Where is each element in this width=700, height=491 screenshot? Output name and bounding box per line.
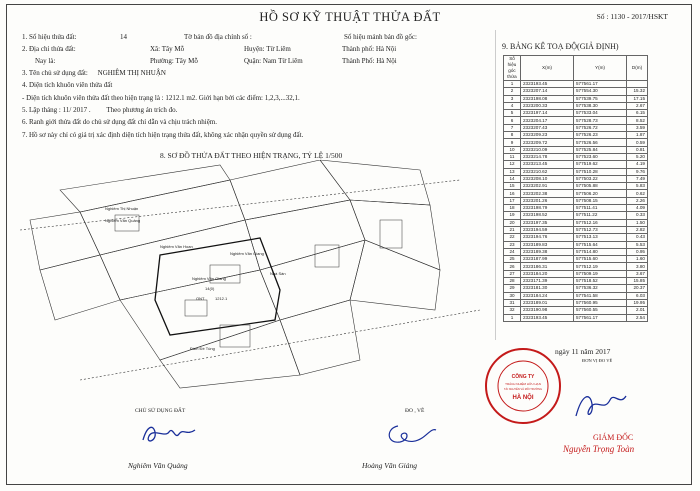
coord-point: 21 (504, 226, 521, 233)
table-row (504, 146, 648, 153)
coord-x: 2323193.45 (521, 81, 574, 88)
cadastral-map (20, 160, 488, 390)
coord-y: 577513.13 (574, 234, 627, 241)
table-row (504, 183, 648, 190)
coord-point: 29 (504, 285, 521, 292)
coord-point: 11 (504, 153, 521, 160)
coord-d: 15.32 (627, 88, 648, 95)
surveyor-signature-label: ĐO , VẼ (405, 408, 425, 414)
coord-point: 3 (504, 95, 521, 102)
table-row (504, 314, 648, 321)
coord-d: 6.03 (627, 292, 648, 299)
map-neighbor-lot (230, 160, 350, 220)
coord-y: 577514.80 (574, 248, 627, 255)
coord-point: 31 (504, 299, 521, 306)
coord-point: 12 (504, 161, 521, 168)
coord-d: 5.83 (627, 183, 648, 190)
coord-x: 2323197.35 (521, 219, 574, 226)
company-seal (483, 346, 563, 426)
coord-x: 2323209.72 (521, 139, 574, 146)
coord-y: 577506.20 (574, 190, 627, 197)
coord-d: 20.37 (627, 285, 648, 292)
table-row (504, 263, 648, 270)
coord-point: 10 (504, 146, 521, 153)
parcel-number: 14(0) (205, 286, 215, 291)
table-row (504, 102, 648, 109)
table-row (504, 299, 648, 306)
table-row (504, 234, 648, 241)
coord-point: 15 (504, 183, 521, 190)
coord-y: 577525.84 (574, 146, 627, 153)
survey-unit-mark: ĐƠN VỊ ĐO VẼ (582, 358, 613, 363)
document-title: HỒ SƠ KỸ THUẬT THỬA ĐẤT (259, 10, 441, 24)
coord-d: 15.85 (627, 278, 648, 285)
coord-y: 577515.60 (574, 256, 627, 263)
coord-x: 2323208.10 (521, 175, 574, 182)
map-house (185, 300, 207, 316)
table-row (504, 168, 648, 175)
parcel-owner-label: Nghiêm Văn Giang (192, 276, 226, 281)
info-row-area: - Diện tích khuôn viên thửa đất theo hiện trạng là : 1212.1 m2. Giới hạn bởi các điểm: 1,2,3,...32,1. (22, 94, 300, 102)
coord-point: 16 (504, 190, 521, 197)
neighbor-owner-5: Đàm Đề Tùng (190, 346, 215, 351)
table-row (504, 197, 648, 204)
owner-signature-label: CHỦ SỬ DỤNG ĐẤT (135, 408, 186, 414)
seal-line-4: HÀ NỘI (512, 395, 534, 401)
coord-x: 2323194.59 (521, 226, 574, 233)
coord-y: 577541.58 (574, 292, 627, 299)
coord-point: 1 (504, 314, 521, 321)
coord-y: 577560.55 (574, 307, 627, 314)
table-row (504, 190, 648, 197)
coord-header-d: D(m) (627, 56, 648, 81)
table-row (504, 110, 648, 117)
coord-point: 4 (504, 102, 521, 109)
map-neighbor-lot (40, 255, 120, 320)
date-label: 5. Lập tháng : 11/ 2017 . (22, 106, 91, 114)
parcel-area: 1212.1 (215, 296, 228, 301)
coord-point: 28 (504, 278, 521, 285)
coord-d: 0.43 (627, 234, 648, 241)
owner-value: NGHIÊM THỊ NHUẬN (97, 69, 166, 77)
table-row (504, 153, 648, 160)
table-row (504, 95, 648, 102)
current-district: Quận: Nam Từ Liêm (244, 57, 303, 65)
coord-x: 2323184.20 (521, 270, 574, 277)
coord-point: 17 (504, 197, 521, 204)
parcel-number-value: 14 (120, 33, 127, 41)
coord-x: 2323204.17 (521, 117, 574, 124)
table-row (504, 205, 648, 212)
info-row-address (22, 45, 492, 53)
coord-x: 2323193.45 (521, 314, 574, 321)
coord-point: 30 (504, 292, 521, 299)
coord-point: 19 (504, 212, 521, 219)
coord-y: 577505.88 (574, 183, 627, 190)
info-row-boundary: 6. Ranh giới thửa đất do chủ sử dụng đất chỉ dẫn và chịu trách nhiệm. (22, 118, 217, 126)
table-row (504, 241, 648, 248)
info-row-date (22, 106, 177, 114)
coord-d: 4.09 (627, 205, 648, 212)
coord-d: 3.59 (627, 124, 648, 131)
coord-x: 2323210.09 (521, 146, 574, 153)
info-row-area-heading: 4. Diện tích khuôn viên thửa đất (22, 81, 113, 89)
coord-y: 577561.17 (574, 314, 627, 321)
info-row-validity: 7. Hồ sơ này chỉ có giá trị xác định diện tích hiện trạng thửa đất, không xác nhận quyền sử dụng đất. (22, 131, 304, 139)
coord-x: 2323198.52 (521, 212, 574, 219)
neighbor-owner-2: Nghiêm Văn Quảng (105, 218, 141, 223)
coord-table-header (504, 56, 648, 81)
table-row (504, 139, 648, 146)
neighbor-owner-4: Nghiêm Văn Giang (230, 251, 264, 256)
map-neighbor-lot (100, 220, 260, 300)
coord-y: 577533.04 (574, 110, 627, 117)
table-row (504, 219, 648, 226)
map-neighbor-lot (30, 212, 100, 270)
seal-line-1: CÔNG TY (511, 374, 535, 380)
coord-x: 2323213.45 (521, 161, 574, 168)
coord-x: 2323207.14 (521, 88, 574, 95)
seal-line-3: TÀI NGUYÊN VÀ MÔI TRƯỜNG (503, 388, 543, 391)
director-signature (570, 386, 630, 426)
coord-point: 23 (504, 241, 521, 248)
coord-point: 1 (504, 81, 521, 88)
current-label: Nay là: (35, 57, 56, 65)
coord-d: 5.53 (627, 241, 648, 248)
coord-x: 2323201.26 (521, 197, 574, 204)
coord-d: 6.15 (627, 110, 648, 117)
table-row (504, 248, 648, 255)
coord-y: 577526.56 (574, 139, 627, 146)
coord-point: 7 (504, 124, 521, 131)
table-row (504, 226, 648, 233)
table-row (504, 132, 648, 139)
coord-x: 2323200.33 (521, 102, 574, 109)
coord-point: 22 (504, 234, 521, 241)
coord-point: 8 (504, 132, 521, 139)
address-district: Huyện: Từ Liêm (244, 45, 291, 53)
surveyor-signature-name: Hoàng Văn Giảng (362, 461, 417, 470)
coord-y: 577508.15 (574, 197, 627, 204)
coord-x: 2323198.79 (521, 205, 574, 212)
table-row (504, 161, 648, 168)
map-neighbor-lot (320, 160, 430, 205)
coord-d: 0.62 (627, 190, 648, 197)
map-house (380, 220, 402, 248)
coord-point: 26 (504, 263, 521, 270)
coord-point: 27 (504, 270, 521, 277)
coord-d: 0.33 (627, 212, 648, 219)
coord-d: 8.52 (627, 117, 648, 124)
coord-x: 2323197.14 (521, 110, 574, 117)
seal-line-2: TRÁCH NHIỆM HỮU HẠN (505, 382, 541, 386)
map-road-line (20, 180, 460, 230)
coord-y: 577515.64 (574, 241, 627, 248)
coord-d: 17.15 (627, 95, 648, 102)
coord-table-body (504, 81, 648, 322)
neighbor-owner-6: Nhà Sàn (270, 271, 286, 276)
coord-y: 577503.22 (574, 175, 627, 182)
column-divider (495, 30, 496, 340)
coord-d: 1.60 (627, 256, 648, 263)
land-code: ONT (196, 296, 205, 301)
coord-d: 0.59 (627, 139, 648, 146)
coord-point: 2 (504, 88, 521, 95)
address-city: Thành phố: Hà Nội (342, 45, 397, 53)
coord-d: 1.87 (627, 132, 648, 139)
coord-y: 577554.30 (574, 88, 627, 95)
coord-x: 2323190.98 (521, 307, 574, 314)
coord-y: 577528.73 (574, 117, 627, 124)
coord-d: 5.20 (627, 153, 648, 160)
coord-point: 6 (504, 117, 521, 124)
coord-table (503, 55, 648, 322)
coord-table-title: 9. BẢNG KÊ TOẠ ĐỘ(GIẢ ĐỊNH) (502, 42, 619, 51)
coord-d: 2.82 (627, 226, 648, 233)
date-method: Theo phương án trích đo. (106, 106, 178, 114)
coord-y: 577536.32 (574, 285, 627, 292)
info-row-owner (22, 69, 166, 77)
map-title: 8. SƠ ĐỒ THỬA ĐẤT THEO HIỆN TRẠNG, TỶ LỆ 1/500 (160, 151, 343, 160)
coord-d: 3.80 (627, 263, 648, 270)
coord-x: 2323198.08 (521, 95, 574, 102)
coord-point: 24 (504, 248, 521, 255)
coord-header-point: Số hiệu góc thửa (504, 56, 521, 81)
coord-d: 2.67 (627, 102, 648, 109)
coord-x: 2323171.39 (521, 278, 574, 285)
coord-point: 5 (504, 110, 521, 117)
current-city: Thành Phố: Hà Nội (342, 57, 397, 65)
coord-y: 577561.17 (574, 81, 627, 88)
document-number: Số : 1130 - 2017/HSKT (596, 12, 668, 21)
coord-y: 577538.30 (574, 102, 627, 109)
coord-y: 577511.22 (574, 212, 627, 219)
address-commune: Xã: Tây Mỗ (150, 45, 185, 53)
owner-label: 3. Tên chủ sử dụng đất: (22, 69, 88, 77)
info-row-current (35, 57, 495, 65)
coord-y: 577526.23 (574, 132, 627, 139)
map-sheet-label: Tờ bản đồ địa chính số : (184, 33, 252, 41)
coord-point: 14 (504, 175, 521, 182)
coord-x: 2323189.83 (521, 241, 574, 248)
coord-d: 1.50 (627, 219, 648, 226)
table-row (504, 292, 648, 299)
table-row (504, 307, 648, 314)
coord-x: 2323210.62 (521, 168, 574, 175)
coord-x: 2323207.43 (521, 124, 574, 131)
coord-y: 577511.41 (574, 205, 627, 212)
coord-point: 13 (504, 168, 521, 175)
original-map-label: Số hiệu mảnh bản đồ gốc: (344, 33, 417, 41)
coord-x: 2323189.38 (521, 248, 574, 255)
coord-x: 2323181.30 (521, 285, 574, 292)
map-neighbor-lot (350, 240, 440, 310)
coord-y: 577526.72 (574, 124, 627, 131)
coord-d: 0.81 (627, 146, 648, 153)
coord-y: 577509.19 (574, 270, 627, 277)
coord-x: 2323214.78 (521, 153, 574, 160)
coord-y: 577510.28 (574, 168, 627, 175)
coord-x: 2323194.76 (521, 234, 574, 241)
coord-y: 577512.19 (574, 263, 627, 270)
coord-d: 2.26 (627, 197, 648, 204)
map-house (220, 325, 250, 347)
table-row (504, 270, 648, 277)
table-row (504, 256, 648, 263)
map-neighbor-lot (280, 300, 360, 375)
current-ward: Phường: Tây Mỗ (150, 57, 198, 65)
coord-x: 2323187.99 (521, 256, 574, 263)
table-row (504, 88, 648, 95)
coord-point: 20 (504, 219, 521, 226)
table-row (504, 81, 648, 88)
owner-signature-name: Nghiêm Văn Quảng (128, 461, 188, 470)
coord-x: 2323202.91 (521, 183, 574, 190)
owner-signature (135, 418, 205, 448)
table-row (504, 124, 648, 131)
coord-x: 2323189.01 (521, 299, 574, 306)
coord-x: 2323186.31 (521, 263, 574, 270)
coord-x: 2323209.23 (521, 132, 574, 139)
coord-y: 577539.75 (574, 95, 627, 102)
coord-y: 577519.62 (574, 161, 627, 168)
table-row (504, 117, 648, 124)
address-label: 2. Địa chỉ thửa đất: (22, 45, 76, 53)
parcel-number-label: 1. Số hiệu thửa đất: (22, 33, 77, 41)
info-row-parcel (22, 33, 417, 41)
coord-y: 577512.73 (574, 226, 627, 233)
table-row (504, 285, 648, 292)
coord-y: 577512.16 (574, 219, 627, 226)
coord-point: 18 (504, 205, 521, 212)
map-neighbor-lot (60, 165, 230, 212)
coord-point: 25 (504, 256, 521, 263)
coord-d: 9.76 (627, 168, 648, 175)
coord-point: 9 (504, 139, 521, 146)
table-row (504, 212, 648, 219)
coord-d: 0.95 (627, 248, 648, 255)
coord-d: 3.67 (627, 270, 648, 277)
director-name: Nguyễn Trọng Toàn (563, 444, 635, 454)
coord-d (627, 81, 648, 88)
coord-y: 577560.95 (574, 299, 627, 306)
coord-d: 2.01 (627, 307, 648, 314)
table-row (504, 278, 648, 285)
director-title: GIÁM ĐỐC (593, 433, 634, 442)
coord-y: 577518.52 (574, 278, 627, 285)
coord-d: 7.49 (627, 175, 648, 182)
sign-date: ngày 11 năm 2017 (555, 347, 611, 356)
map-neighbor-lot (350, 200, 440, 270)
neighbor-owner-3: Nghiêm Văn Hoan (160, 244, 193, 249)
coord-point: 32 (504, 307, 521, 314)
coord-y: 577523.60 (574, 153, 627, 160)
neighbor-owner-1: Nghiêm Thị Nhuận (105, 206, 139, 211)
coord-x: 2323202.38 (521, 190, 574, 197)
surveyor-signature (380, 418, 440, 450)
coord-header-x: X(m) (521, 56, 574, 81)
coord-d: 2.54 (627, 314, 648, 321)
coord-d: 4.19 (627, 161, 648, 168)
coord-d: 19.95 (627, 299, 648, 306)
coord-x: 2323184.24 (521, 292, 574, 299)
table-row (504, 175, 648, 182)
coord-header-y: Y(m) (574, 56, 627, 81)
map-neighbor-lot (245, 200, 365, 270)
